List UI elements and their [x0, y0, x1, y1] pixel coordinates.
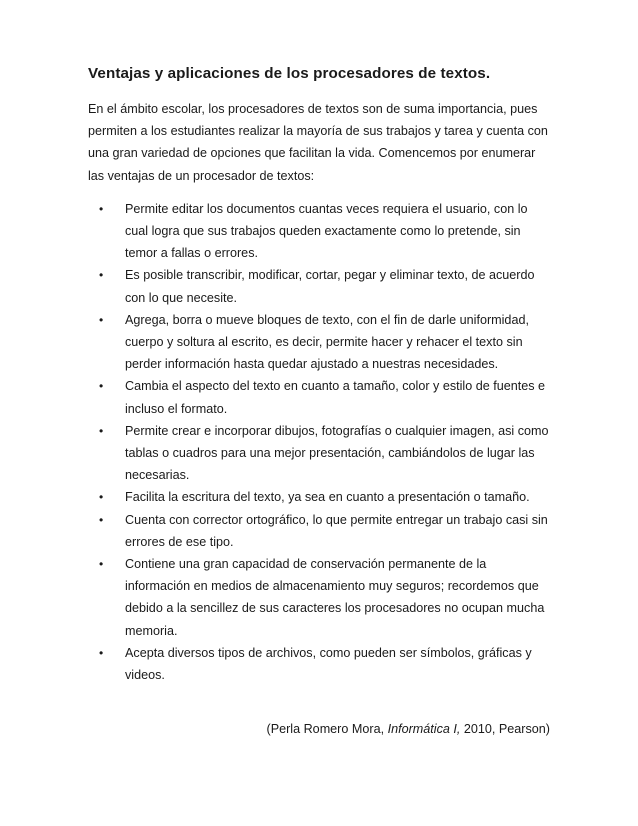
list-item-text: Agrega, borra o mueve bloques de texto, con el fin de darle uniformidad, cuerpo y soltura al escrito, es decir, permite hacer y rehacer el texto sin perder información hasta quedar ajustado a nuestras necesidades.: [125, 312, 529, 372]
bullet-icon: •: [99, 268, 104, 283]
list-item: [99, 553, 550, 642]
advantages-list: [88, 198, 550, 686]
bullet-icon: •: [99, 423, 104, 438]
list-item: [99, 642, 550, 686]
list-item-text: Cuenta con corrector ortográfico, lo que permite entregar un trabajo casi sin errores de ese tipo.: [125, 512, 548, 549]
list-item: [99, 509, 550, 553]
bullet-icon: •: [99, 379, 104, 394]
list-item-text: Es posible transcribir, modificar, cortar, pegar y eliminar texto, de acuerdo con lo que necesite.: [125, 268, 535, 305]
bullet-icon: •: [99, 645, 104, 660]
list-item-text: Acepta diversos tipos de archivos, como pueden ser símbolos, gráficas y videos.: [125, 645, 532, 683]
intro-paragraph: En el ámbito escolar, los procesadores de textos son de suma importancia, pues permiten a los estudiantes realizar la mayoría de sus trabajos y tarea y cuenta con una gran variedad de opciones que facilitan la vida. Comencemos por enumerar las ventajas de un procesador de textos:: [88, 102, 548, 183]
list-item: [99, 264, 550, 308]
bullet-icon: •: [99, 512, 104, 527]
bullet-icon: •: [99, 557, 104, 572]
list-item-text: Permite editar los documentos cuantas veces requiera el usuario, con lo cual logra que sus trabajos queden exactamente como lo pretende, sin temor a fallas o errores.: [125, 201, 528, 261]
list-item-text: Cambia el aspecto del texto en cuanto a tamaño, color y estilo de fuentes e incluso el formato.: [125, 379, 546, 416]
bullet-icon: •: [99, 201, 104, 216]
citation-work-title: Informática I,: [387, 721, 461, 736]
list-item: [99, 198, 550, 265]
list-item-text: Contiene una gran capacidad de conservación permanente de la información en medios de almacenamiento muy seguros; recordemos que debido a la sencillez de sus caracteres los procesadores no ocupan mucha memoria.: [125, 557, 545, 638]
list-item: [99, 486, 550, 508]
list-item: [99, 309, 550, 376]
list-item: [99, 420, 550, 487]
bullet-icon: •: [99, 312, 104, 327]
document-title: Ventajas y aplicaciones de los procesadores de textos.: [88, 65, 491, 82]
list-item: [99, 375, 550, 419]
list-item-text: Permite crear e incorporar dibujos, fotografías o cualquier imagen, asi como tablas o cuadros para una mejor presentación, cambiándolos de lugar las necesarias.: [125, 423, 549, 483]
citation: [88, 718, 550, 740]
citation-close: 2010, Pearson): [460, 721, 550, 736]
citation-open: (Perla Romero Mora,: [266, 721, 388, 736]
list-item-text: Facilita la escritura del texto, ya sea en cuanto a presentación o tamaño.: [125, 490, 530, 505]
document-page: [88, 64, 550, 686]
bullet-icon: •: [99, 490, 104, 505]
